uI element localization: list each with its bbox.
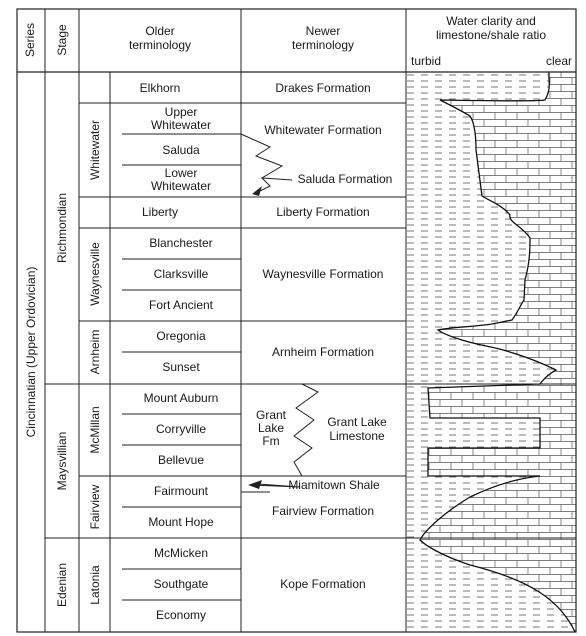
header-turbid: turbid: [411, 54, 442, 68]
saluda-zigzag: [241, 134, 292, 180]
header-series: Series: [23, 22, 37, 58]
older-term-blanchester: Blanchester: [149, 236, 213, 250]
saluda-arrow-icon: [252, 186, 262, 196]
header-older-1: Older: [145, 24, 175, 38]
newer-terms: [256, 81, 392, 591]
newer-term-drakes: Drakes Formation: [275, 81, 371, 95]
newer-term-grant-lake-limestone-1: Grant Lake: [327, 415, 387, 429]
older-term-saluda: Saluda: [162, 143, 200, 157]
older-term-upper-whitewater-1: Upper: [164, 105, 198, 119]
miamitown-arrow-icon: [248, 480, 262, 489]
stage-edenian: Edenian: [55, 562, 69, 608]
newer-term-kope: Kope Formation: [280, 577, 366, 591]
series-label: Cincinnatian (Upper Ordovician): [24, 266, 38, 438]
newer-term-liberty: Liberty Formation: [276, 205, 370, 219]
older-term-mount-hope: Mount Hope: [148, 515, 214, 529]
older-term-fort-ancient: Fort Ancient: [148, 298, 214, 312]
older-term-clarksville: Clarksville: [153, 267, 209, 281]
newer-term-saluda: Saluda Formation: [297, 172, 393, 186]
older-term-mcmicken: McMicken: [153, 546, 209, 560]
older-term-lower-whitewater-1: Lower: [164, 166, 198, 180]
older-term-oregonia: Oregonia: [156, 329, 206, 343]
newer-term-fairview: Fairview Formation: [271, 504, 375, 518]
newer-term-grant-lake-fm-1: Grant: [255, 408, 287, 422]
substage-arnheim: Arnheim: [88, 329, 102, 375]
newer-term-whitewater: Whitewater Formation: [264, 123, 382, 137]
older-term-mount-auburn: Mount Auburn: [143, 391, 219, 405]
older-term-southgate: Southgate: [153, 577, 209, 591]
stage-maysvillian: Maysvillian: [55, 431, 69, 491]
substage-whitewater: Whitewater: [88, 119, 102, 181]
newer-term-arnheim: Arnheim Formation: [271, 345, 375, 359]
newer-term-waynesville: Waynesville Formation: [262, 267, 384, 281]
older-term-lower-whitewater-2: Whitewater: [150, 179, 212, 193]
grant-lake-zigzag: [294, 384, 318, 476]
header-stage: Stage: [55, 24, 69, 56]
older-term-corryville: Corryville: [155, 422, 207, 436]
stage-richmondian: Richmondian: [55, 192, 69, 264]
older-term-liberty: Liberty: [141, 205, 179, 219]
header-clarity-2: limestone/shale ratio: [435, 28, 547, 42]
older-term-sunset: Sunset: [162, 360, 200, 374]
older-term-upper-whitewater-2: Whitewater: [150, 118, 212, 132]
header-clear: clear: [545, 54, 572, 68]
column-headers: [23, 14, 572, 68]
older-term-elkhorn: Elkhorn: [139, 81, 181, 95]
newer-term-grant-lake-limestone-2: Limestone: [329, 429, 385, 443]
newer-term-grant-lake-fm-3: Fm: [262, 434, 280, 448]
older-term-economy: Economy: [155, 608, 207, 622]
substage-fairview: Fairview: [88, 484, 102, 530]
newer-term-miamitown: Miamitown Shale: [288, 478, 380, 492]
header-older-2: terminology: [128, 38, 192, 52]
substage-mcmillan: McMillan: [88, 406, 102, 454]
substage-labels: [88, 120, 102, 605]
substage-latonia: Latonia: [88, 565, 102, 605]
substage-waynesville: Waynesville: [88, 242, 102, 306]
clarity-lithology-column: [406, 72, 576, 632]
header-newer-2: terminology: [291, 38, 355, 52]
older-term-bellevue: Bellevue: [157, 453, 205, 467]
newer-term-grant-lake-fm-2: Lake: [257, 421, 285, 435]
older-term-fairmount: Fairmount: [153, 484, 209, 498]
series-stage-labels: [24, 193, 69, 607]
header-clarity-1: Water clarity and: [446, 14, 536, 28]
header-newer-1: Newer: [305, 24, 341, 38]
